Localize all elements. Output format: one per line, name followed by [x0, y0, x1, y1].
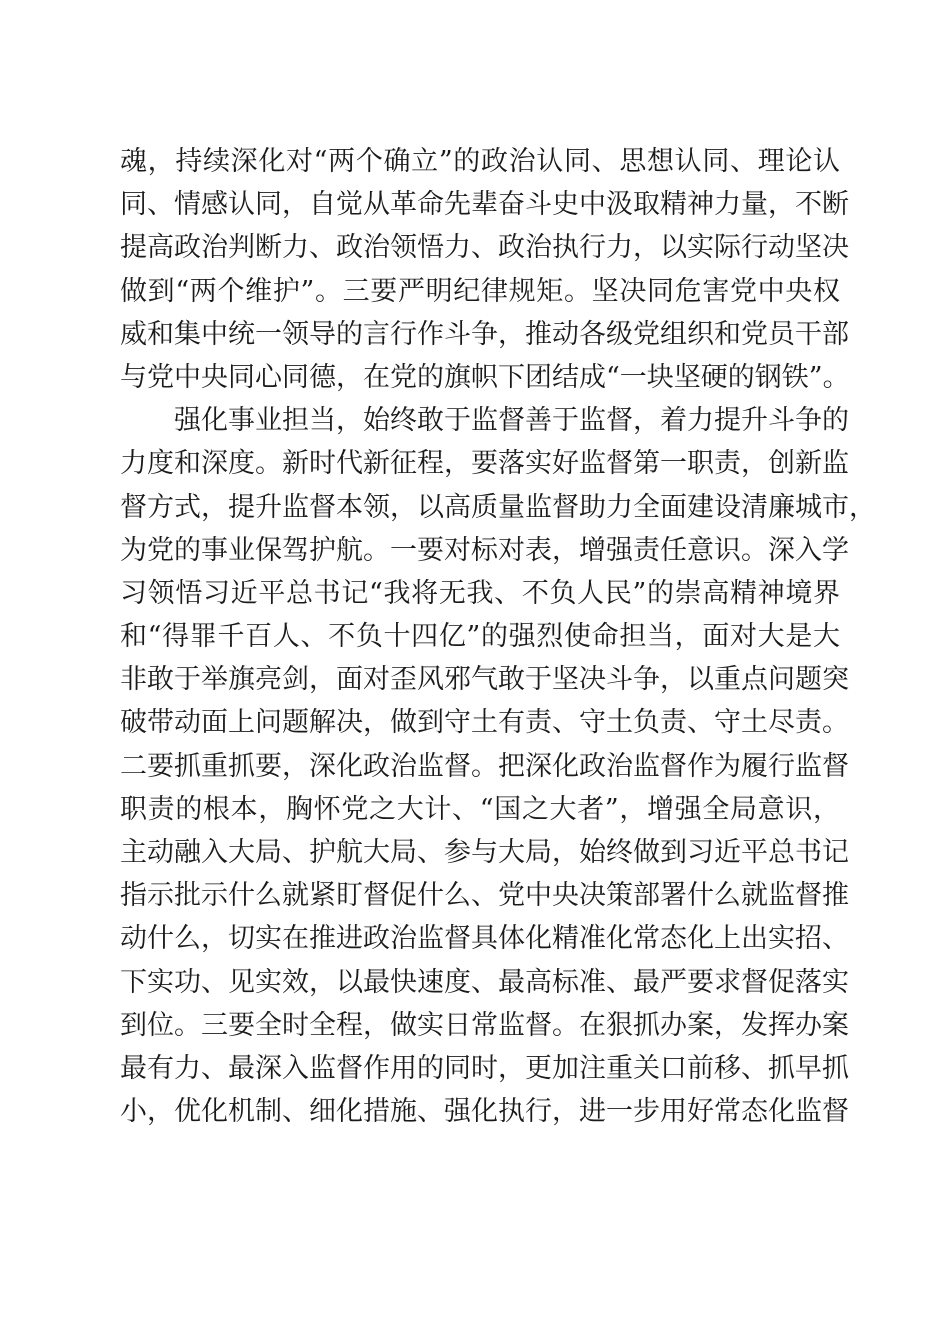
text-line: 威和集中统一领导的言行作斗争，推动各级党组织和党员干部 — [120, 318, 849, 350]
document-body — [120, 140, 876, 1133]
text-line: 最有力、最深入监督作用的同时，更加注重关口前移、抓早抓 — [120, 1052, 849, 1084]
text-line: 指示批示什么就紧盯督促什么、党中央决策部署什么就监督推 — [120, 880, 849, 912]
text-line: 习领悟习近平总书记“我将无我、不负人民”的崇高精神境界 — [120, 577, 840, 609]
text-line: 破带动面上问题解决，做到守土有责、守土负责、守土尽责。 — [120, 707, 849, 739]
text-line: 提高政治判断力、政治领悟力、政治执行力，以实际行动坚决 — [120, 232, 849, 264]
text-line: 和“得罪千百人、不负十四亿”的强烈使命担当，面对大是大 — [120, 621, 840, 653]
text-line: 督方式，提升监督本领，以高质量监督助力全面建设清廉城市， — [120, 491, 876, 523]
text-line: 二要抓重抓要，深化政治监督。把深化政治监督作为履行监督 — [120, 750, 849, 782]
text-line: 主动融入大局、护航大局、参与大局，始终做到习近平总书记 — [120, 837, 849, 868]
text-line: 力度和深度。新时代新征程，要落实好监督第一职责，创新监 — [120, 448, 849, 480]
text-line: 魂，持续深化对“两个确立”的政治认同、思想认同、理论认 — [120, 146, 840, 177]
text-line: 职责的根本，胸怀党之大计、“国之大者”，增强全局意识， — [120, 793, 840, 825]
text-line: 做到“两个维护”。三要严明纪律规矩。坚决同危害党中央权 — [120, 275, 840, 307]
text-line: 下实功、见实效，以最快速度、最高标准、最严要求督促落实 — [120, 966, 849, 998]
text-line: 动什么，切实在推进政治监督具体化精准化常态化上出实招、 — [120, 923, 849, 955]
text-line: 小，优化机制、细化措施、强化执行，进一步用好常态化监督 — [120, 1096, 849, 1128]
text-line: 同、情感认同，自觉从革命先辈奋斗史中汲取精神力量，不断 — [120, 189, 849, 221]
text-line: 与党中央同心同德，在党的旗帜下团结成“一块坚硬的钢铁”。 — [120, 361, 850, 393]
text-line: 为党的事业保驾护航。一要对标对表，增强责任意识。深入学 — [120, 534, 849, 566]
text-line: 非敢于举旗亮剑，面对歪风邪气敢于坚决斗争，以重点问题突 — [120, 664, 849, 696]
text-line: 到位。三要全时全程，做实日常监督。在狠抓办案，发挥办案 — [120, 1009, 849, 1041]
paragraph-first-line: 强化事业担当，始终敢于监督善于监督，着力提升斗争的 — [174, 405, 849, 437]
